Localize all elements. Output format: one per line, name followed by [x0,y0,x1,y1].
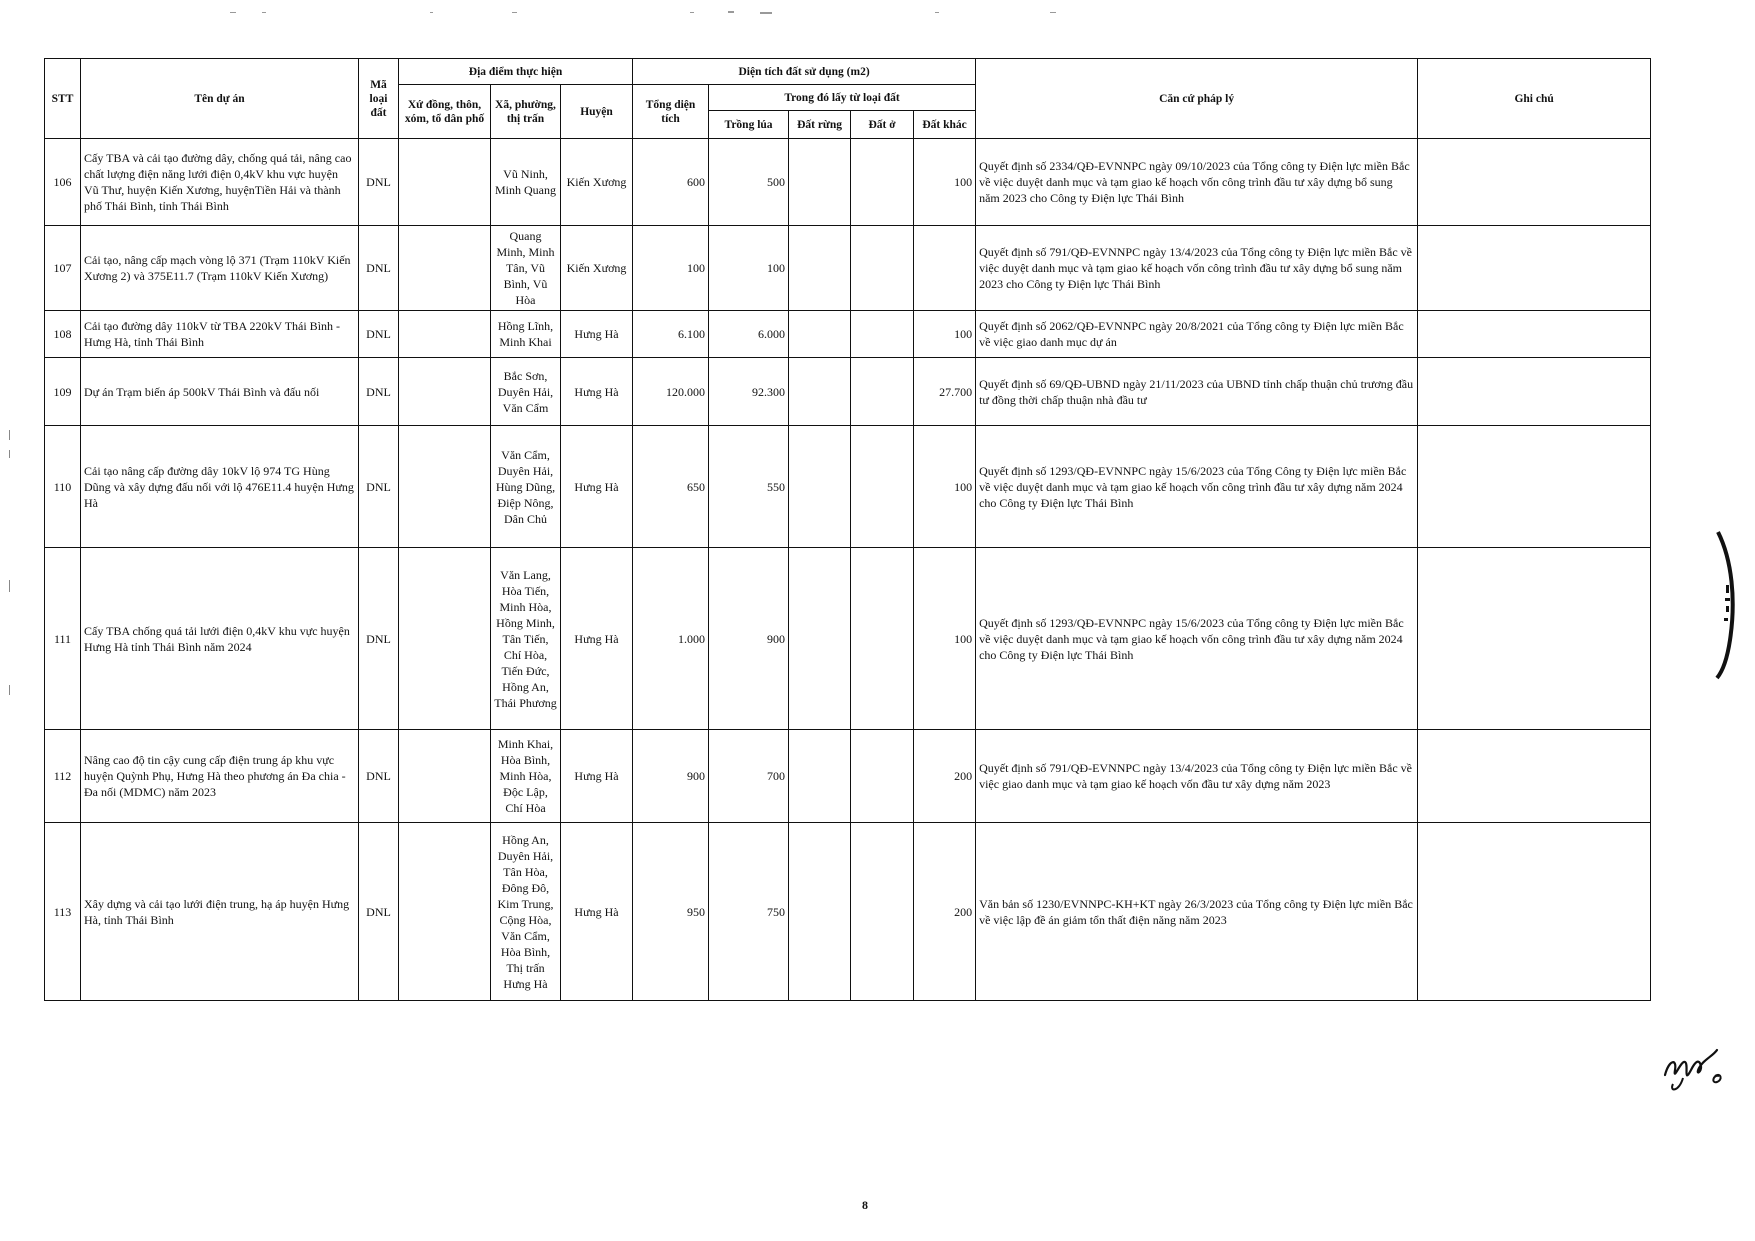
row-other [914,226,976,311]
row-notes [1418,139,1651,226]
row-total-area: 900 [633,730,709,823]
row-total-area: 650 [633,426,709,548]
header-project-name: Tên dự án [81,59,359,139]
table-row [45,358,1651,426]
row-commune: Hồng Lĩnh, Minh Khai [491,311,561,358]
header-land-code: Mã loại đất [359,59,399,139]
row-district: Hưng Hà [561,548,633,730]
row-forest [789,358,851,426]
row-land-code: DNL [359,139,399,226]
land-use-table [44,58,1651,1001]
table-row [45,426,1651,548]
table-row [45,226,1651,311]
row-land-code: DNL [359,548,399,730]
row-field-village [399,548,491,730]
row-residential [851,823,914,1001]
row-other: 27.700 [914,358,976,426]
table-row [45,139,1651,226]
row-commune: Bắc Sơn, Duyên Hải, Văn Cẩm [491,358,561,426]
row-total-area: 6.100 [633,311,709,358]
page-number: 8 [862,1198,868,1212]
row-residential [851,426,914,548]
row-residential [851,226,914,311]
row-forest [789,730,851,823]
row-notes [1418,730,1651,823]
row-residential [851,311,914,358]
row-other: 200 [914,730,976,823]
row-project-name: Xây dựng và cải tạo lưới điện trung, hạ áp huyện Hưng Hà, tỉnh Thái Bình [81,823,359,1001]
row-residential [851,358,914,426]
row-rice: 100 [709,226,789,311]
row-stt: 112 [45,730,81,823]
row-stt: 111 [45,548,81,730]
row-notes [1418,226,1651,311]
header-field-village: Xứ đồng, thôn, xóm, tổ dân phố [399,85,491,139]
row-notes [1418,548,1651,730]
header-taken-from: Trong đó lấy từ loại đất [709,85,976,111]
row-stt: 110 [45,426,81,548]
row-legal-basis: Quyết định số 69/QĐ-UBND ngày 21/11/2023 của UBND tỉnh chấp thuận chủ trương đầu tư đồng thời chấp thuận nhà đầu tư [976,358,1418,426]
row-district: Hưng Hà [561,823,633,1001]
table-row [45,548,1651,730]
row-field-village [399,311,491,358]
row-district: Kiến Xương [561,226,633,311]
row-notes [1418,358,1651,426]
row-stt: 108 [45,311,81,358]
row-legal-basis: Quyết định số 1293/QĐ-EVNNPC ngày 15/6/2023 của Tổng công ty Điện lực miền Bắc về việc duyệt danh mục và tạm giao kế hoạch vốn công trình đầu tư xây dựng năm 2024 cho Công ty Điện lực Thái Bình [976,548,1418,730]
header-residential: Đất ở [851,111,914,139]
row-rice: 700 [709,730,789,823]
row-field-village [399,823,491,1001]
row-legal-basis: Quyết định số 2334/QĐ-EVNNPC ngày 09/10/2023 của Tổng công ty Điện lực miền Bắc về việc duyệt danh mục và tạm giao kế hoạch vốn công trình đầu tư xây dựng bổ sung năm 2023 cho Công ty Điện lực Thái Bình [976,139,1418,226]
row-rice: 6.000 [709,311,789,358]
row-residential [851,139,914,226]
row-legal-basis: Quyết định số 1293/QĐ-EVNNPC ngày 15/6/2023 của Tổng Công ty Điện lực miền Bắc về việc duyệt danh mục và tạm giao kế hoạch vốn công trình đầu tư xây dựng năm 2024 cho Công ty Điện lực Thái Bình [976,426,1418,548]
row-land-code: DNL [359,730,399,823]
row-other: 100 [914,139,976,226]
row-forest [789,548,851,730]
row-residential [851,730,914,823]
header-stt: STT [45,59,81,139]
scan-noise-top [0,10,1755,16]
row-residential [851,548,914,730]
row-legal-basis: Quyết định số 791/QĐ-EVNNPC ngày 13/4/2023 của Tổng công ty Điện lực miền Bắc về việc duyệt danh mục và tạm giao kế hoạch vốn công trình đầu tư xây dựng bổ sung năm 2023 cho Công ty Điện lực Thái Bình [976,226,1418,311]
row-legal-basis: Quyết định số 2062/QĐ-EVNNPC ngày 20/8/2021 của Tổng công ty Điện lực miền Bắc về việc giao danh mục dự án [976,311,1418,358]
row-stt: 113 [45,823,81,1001]
header-land-area: Diện tích đất sử dụng (m2) [633,59,976,85]
header-notes: Ghi chú [1418,59,1651,139]
row-field-village [399,426,491,548]
header-other: Đất khác [914,111,976,139]
header-total-area: Tổng diện tích [633,85,709,139]
row-other: 100 [914,311,976,358]
row-project-name: Cải tạo, nâng cấp mạch vòng lộ 371 (Trạm 110kV Kiến Xương 2) và 375E11.7 (Trạm 110kV Kiến Xương) [81,226,359,311]
row-forest [789,823,851,1001]
row-project-name: Cấy TBA và cải tạo đường dây, chống quá tải, nâng cao chất lượng điện năng lưới điện 0,4kV khu vực huyện Vũ Thư, huyện Kiến Xương, huyệnTiền Hải và thành phố Thái Bình, tỉnh Thái Bình [81,139,359,226]
row-project-name: Nâng cao độ tin cậy cung cấp điện trung áp khu vực huyện Quỳnh Phụ, Hưng Hà theo phương án Đa chia - Đa nối (MDMC) năm 2023 [81,730,359,823]
row-forest [789,226,851,311]
row-rice: 900 [709,548,789,730]
row-commune: Hồng An, Duyên Hải, Tân Hòa, Đông Đô, Kim Trung, Cộng Hòa, Văn Cẩm, Hòa Bình, Thị trấn Hưng Hà [491,823,561,1001]
row-legal-basis: Quyết định số 791/QĐ-EVNNPC ngày 13/4/2023 của Tổng công ty Điện lực miền Bắc về việc giao danh mục và tạm giao kế hoạch vốn đầu tư xây dựng năm 2023 [976,730,1418,823]
row-notes [1418,311,1651,358]
header-rice: Trồng lúa [709,111,789,139]
header-forest: Đất rừng [789,111,851,139]
seal-stamp-edge [1714,530,1736,680]
row-land-code: DNL [359,226,399,311]
row-total-area: 100 [633,226,709,311]
row-commune: Văn Cẩm, Duyên Hải, Hùng Dũng, Điệp Nông, Dân Chủ [491,426,561,548]
row-other: 200 [914,823,976,1001]
header-legal-basis: Căn cứ pháp lý [976,59,1418,139]
scan-noise-left [8,430,12,730]
row-other: 100 [914,548,976,730]
row-legal-basis: Văn bản số 1230/EVNNPC-KH+KT ngày 26/3/2023 của Tổng công ty Điện lực miền Bắc về việc lập đề án giảm tổn thất điện năng năm 2023 [976,823,1418,1001]
row-land-code: DNL [359,426,399,548]
row-district: Hưng Hà [561,311,633,358]
row-commune: Minh Khai, Hòa Bình, Minh Hòa, Độc Lập, Chí Hòa [491,730,561,823]
row-project-name: Dự án Trạm biến áp 500kV Thái Bình và đấu nối [81,358,359,426]
table-row [45,730,1651,823]
header-district: Huyện [561,85,633,139]
row-forest [789,311,851,358]
row-other: 100 [914,426,976,548]
row-field-village [399,358,491,426]
row-field-village [399,139,491,226]
row-total-area: 600 [633,139,709,226]
row-land-code: DNL [359,311,399,358]
row-rice: 500 [709,139,789,226]
row-forest [789,139,851,226]
row-land-code: DNL [359,823,399,1001]
header-location: Địa điểm thực hiện [399,59,633,85]
row-stt: 107 [45,226,81,311]
row-district: Hưng Hà [561,426,633,548]
row-field-village [399,730,491,823]
row-rice: 92.300 [709,358,789,426]
row-commune: Vũ Ninh, Minh Quang [491,139,561,226]
row-total-area: 1.000 [633,548,709,730]
row-notes [1418,823,1651,1001]
row-rice: 550 [709,426,789,548]
row-project-name: Cấy TBA chống quá tải lưới điện 0,4kV khu vực huyện Hưng Hà tỉnh Thái Bình năm 2024 [81,548,359,730]
row-land-code: DNL [359,358,399,426]
row-project-name: Cải tạo nâng cấp đường dây 10kV lộ 974 TG Hùng Dũng và xây dựng đấu nối với lộ 476E11.4 huyện Hưng Hà [81,426,359,548]
table-row [45,311,1651,358]
row-commune: Quang Minh, Minh Tân, Vũ Bình, Vũ Hòa [491,226,561,311]
handwritten-initials [1655,1040,1735,1095]
row-field-village [399,226,491,311]
row-total-area: 120.000 [633,358,709,426]
row-stt: 109 [45,358,81,426]
header-commune: Xã, phường, thị trấn [491,85,561,139]
row-notes [1418,426,1651,548]
row-district: Kiến Xương [561,139,633,226]
row-forest [789,426,851,548]
row-district: Hưng Hà [561,358,633,426]
row-district: Hưng Hà [561,730,633,823]
row-rice: 750 [709,823,789,1001]
row-total-area: 950 [633,823,709,1001]
row-project-name: Cải tạo đường dây 110kV từ TBA 220kV Thái Bình - Hưng Hà, tỉnh Thái Bình [81,311,359,358]
row-commune: Văn Lang, Hòa Tiến, Minh Hòa, Hồng Minh, Tân Tiến, Chí Hòa, Tiến Đức, Hồng An, Thái Phương [491,548,561,730]
table-row [45,823,1651,1001]
row-stt: 106 [45,139,81,226]
